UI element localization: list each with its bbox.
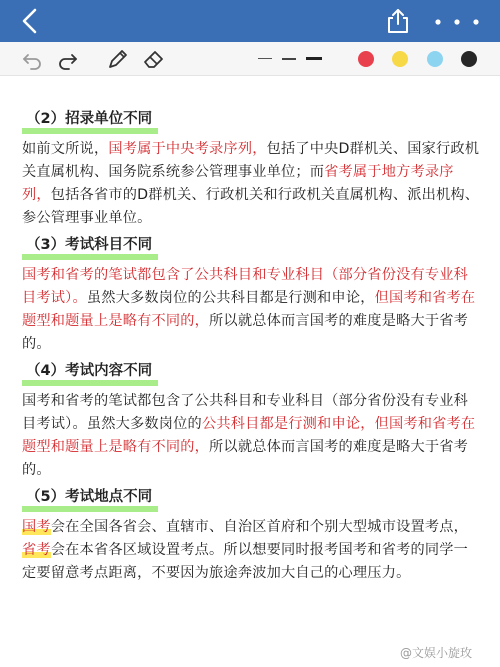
watermark-text: @文娱小旋玫 (400, 646, 473, 660)
section-paragraph (22, 138, 482, 230)
share-icon[interactable] (384, 7, 412, 35)
text-run: 国考和省考的笔试都包含了公共科目和专业科目（部分省份没有专业科目考试）。虽然大多数岗位的 (22, 393, 469, 432)
thick-stroke-option[interactable] (306, 57, 322, 60)
emphasis-text: 国考属于中央考录序列， (108, 141, 267, 157)
text-run: 包括各省市的D群机关、行政机关和行政机关直属机构、派出机构、参公管理事业单位。 (22, 187, 480, 226)
document-content (22, 108, 482, 589)
text-run: 所以就总体而言国考的难度是略大于省考的。 (22, 439, 469, 478)
text-run: 会在全国各省会、直辖市、自治区首府和个别大型城市设置考点， (50, 519, 469, 535)
color-swatch-yellow[interactable] (392, 51, 408, 67)
emphasis-text: 但国考和省考在题型和题量上是略有不同的， (22, 290, 476, 329)
back-arrow-icon[interactable] (16, 6, 46, 36)
medium-stroke-option[interactable] (282, 58, 296, 60)
section-recruiting-units (22, 108, 482, 230)
pen-icon[interactable] (106, 47, 130, 71)
section-paragraph (22, 390, 482, 482)
section-heading: （4）考试内容不同 (22, 362, 158, 386)
more-options-icon[interactable] (432, 8, 482, 34)
emphasis-text: 公共科目都是行测和申论， (201, 416, 375, 432)
text-run: 所以就总体而言国考的难度是略大于省考的。 (22, 313, 469, 352)
text-run: 虽然大多数岗位的公共科目都是行测和申论， (86, 290, 375, 306)
section-paragraph (22, 264, 482, 356)
emphasis-text: 省考属于地方考录序列， (22, 164, 454, 203)
section-exam-subjects (22, 234, 482, 356)
section-exam-locations (22, 486, 482, 585)
markup-toolbar (0, 42, 500, 76)
emphasis-text: 但国考和省考在题型和题量上是略有不同的， (22, 416, 476, 455)
thin-stroke-option[interactable] (258, 58, 272, 59)
color-swatch-light-blue[interactable] (427, 51, 443, 67)
emphasis-text: 省考 (22, 542, 51, 558)
section-heading: （3）考试科目不同 (22, 236, 158, 260)
text-run: 如前文所说， (22, 141, 109, 157)
text-run: 包括了中央D群机关、国家行政机关直属机构、国务院系统参公管理事业单位；而 (22, 141, 480, 180)
eraser-icon[interactable] (142, 47, 166, 71)
emphasis-text: 国考 (22, 519, 51, 535)
redo-icon[interactable] (56, 47, 80, 71)
section-heading: （2）招录单位不同 (22, 110, 158, 134)
undo-icon[interactable] (20, 47, 44, 71)
color-swatch-red[interactable] (358, 51, 374, 67)
section-heading: （5）考试地点不同 (22, 488, 158, 512)
text-run: 会在本省各区域设置考点。所以想要同时报考国考和省考的同学一定要留意考点距离，不要因为旅途奔波加大自己的心理压力。 (22, 542, 469, 581)
color-swatch-black[interactable] (461, 51, 477, 67)
top-app-bar (0, 0, 500, 42)
section-exam-content (22, 360, 482, 482)
section-paragraph (22, 516, 482, 585)
emphasis-text: 国考和省考的笔试都包含了公共科目和专业科目（部分省份没有专业科目考试）。 (22, 267, 469, 306)
